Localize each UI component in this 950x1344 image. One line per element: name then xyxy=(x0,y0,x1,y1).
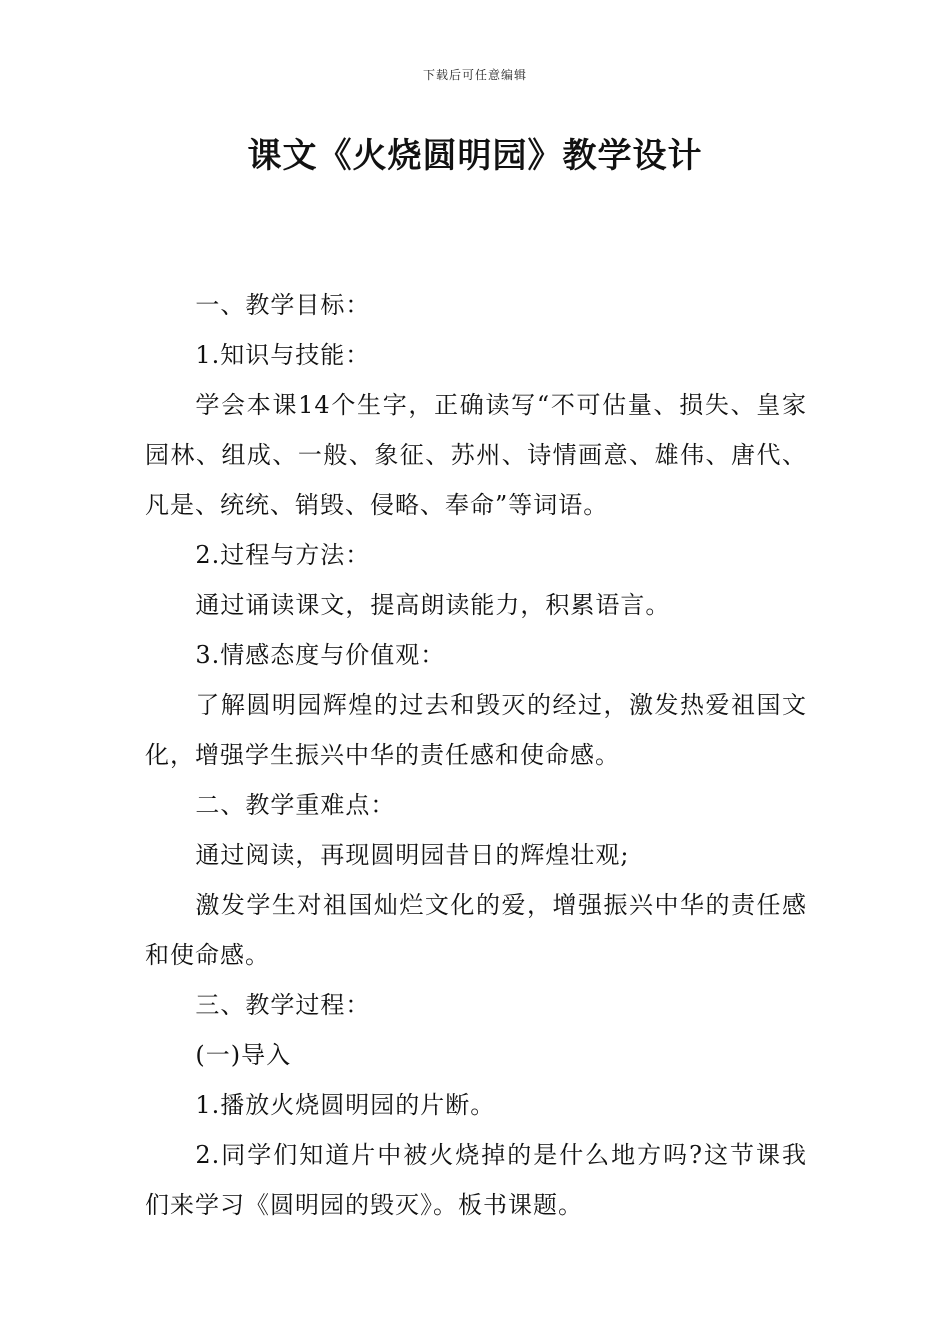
document-body xyxy=(145,280,807,1230)
paragraph-key-point-2: 激发学生对祖国灿烂文化的爱，增强振兴中华的责任感和使命感。 xyxy=(145,891,807,969)
subheading-process-method: 2.过程与方法： xyxy=(195,541,371,569)
paragraph-key-point-1: 通过阅读，再现圆明园昔日的辉煌壮观; xyxy=(195,841,630,869)
document-title: 课文《火烧圆明园》教学设计 xyxy=(247,136,703,176)
subheading-introduction: (一)导入 xyxy=(195,1041,292,1069)
subheading-knowledge-skills: 1.知识与技能： xyxy=(195,341,371,369)
paragraph-step-1: 1.播放火烧圆明园的片断。 xyxy=(195,1091,496,1119)
header-note: 下载后可任意编辑 xyxy=(422,68,527,82)
heading-teaching-process: 三、教学过程： xyxy=(195,991,371,1019)
paragraph-knowledge-skills: 学会本课14个生字，正确读写“不可估量、损失、皇家园林、组成、一般、象征、苏州、诗情画意、雄伟、唐代、凡是、统统、销毁、侵略、奉命”等词语。 xyxy=(145,391,807,519)
paragraph-process-method: 通过诵读课文，提高朗读能力，积累语言。 xyxy=(195,591,671,619)
subheading-emotion-values: 3.情感态度与价值观： xyxy=(195,641,446,669)
heading-teaching-goals: 一、教学目标： xyxy=(195,291,371,319)
heading-key-difficulties: 二、教学重难点： xyxy=(195,791,396,819)
paragraph-emotion-values: 了解圆明园辉煌的过去和毁灭的经过，激发热爱祖国文化，增强学生振兴中华的责任感和使命感。 xyxy=(145,691,807,769)
paragraph-step-2: 2.同学们知道片中被火烧掉的是什么地方吗?这节课我们来学习《圆明园的毁灭》。板书课题。 xyxy=(145,1141,807,1219)
